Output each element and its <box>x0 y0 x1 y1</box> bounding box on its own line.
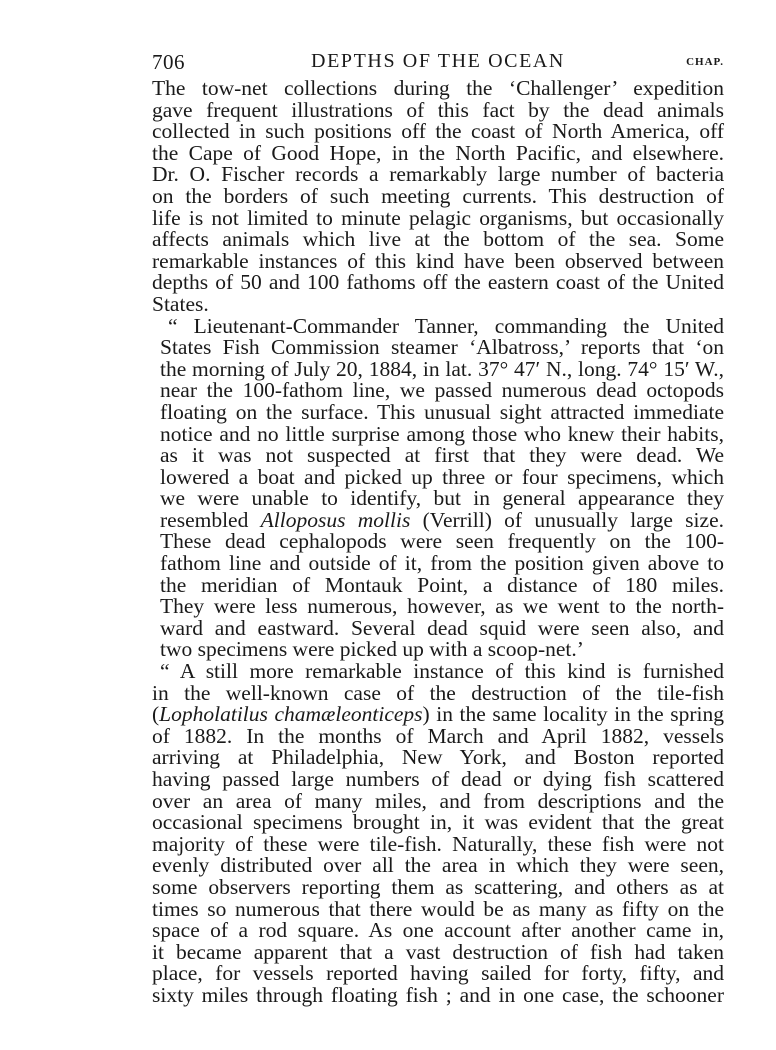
text-line-species-alloposus <box>152 507 724 532</box>
text-line: two specimens were picked up with a scoop-net.’ <box>160 637 584 662</box>
text-line: The tow-net collections during the ‘Challenger’ expedition <box>152 76 724 100</box>
text-fragment: ) in the same locality in the spring <box>422 702 724 727</box>
text-line: arriving at Philadelphia, New York, and Boston reported <box>152 745 724 770</box>
text-line: These dead cephalopods were seen frequently on the 100- <box>160 529 724 554</box>
text-line: majority of these were tile-fish. Naturally, these fish were not <box>152 831 724 856</box>
running-head <box>152 50 724 80</box>
text-fragment: resembled <box>160 507 261 532</box>
text-line: floating on the surface. This unusual sight attracted immediate <box>160 399 724 424</box>
text-line: “ A still more remarkable instance of this kind is furnished <box>160 659 724 684</box>
text-line: life is not limited to minute pelagic organisms, but occasionally <box>152 205 724 230</box>
text-line: remarkable instances of this kind have been observed between <box>152 248 724 273</box>
text-line: fathom line and outside of it, from the position given above to <box>160 551 724 576</box>
text-line: having passed large numbers of dead or dying fish scattered <box>152 767 724 791</box>
text-line-species-lopholatilus <box>152 704 724 726</box>
text-line: collected in such positions off the coast of North America, off <box>152 119 724 144</box>
body-text <box>152 78 724 1007</box>
text-line: as it was not suspected at first that they were dead. We <box>160 443 724 468</box>
running-title: DEPTHS OF THE OCEAN <box>311 50 565 72</box>
text-line: over an area of many miles, and from descriptions and the <box>152 788 724 813</box>
text-line: lowered a boat and picked up three or four specimens, which <box>160 464 724 489</box>
text-line: the meridian of Montauk Point, a distance of 180 miles. <box>160 572 724 597</box>
text-line: Dr. O. Fischer records a remarkably large number of bacteria <box>152 162 724 187</box>
text-line: States Fish Commission steamer ‘Albatross,’ reports that ‘on <box>160 335 724 360</box>
paragraph-1 <box>152 78 724 316</box>
text-line: They were less numerous, however, as we went to the north- <box>160 594 724 619</box>
text-line: notice and no little surprise among those who knew their habits, <box>160 421 724 446</box>
text-line: in the well-known case of the destruction of the tile-fish <box>152 680 724 705</box>
text-line: place, for vessels reported having sailed for forty, fifty, and <box>152 961 724 986</box>
text-line: depths of 50 and 100 fathoms off the eastern coast of the United <box>152 270 724 295</box>
text-fragment: (Verrill) of unusually large size. <box>410 507 724 532</box>
species-name-alloposus: Alloposus mollis <box>260 507 411 532</box>
text-line: some observers reporting them as scattering, and others as at <box>152 874 724 899</box>
text-line: occasional specimens brought in, it was evident that the great <box>152 810 724 835</box>
chapter-label: CHAP. <box>686 56 724 68</box>
paragraph-3 <box>152 661 724 1007</box>
page-number: 706 <box>152 50 185 74</box>
text-line: near the 100-fathom line, we passed numerous dead octopods <box>160 378 724 403</box>
text-line: ward and eastward. Several dead squid were seen also, and <box>160 615 724 640</box>
book-page <box>152 50 724 1007</box>
text-line: the Cape of Good Hope, in the North Pacific, and elsewhere. <box>152 140 724 165</box>
text-line: space of a rod square. As one account after another came in, <box>152 918 724 943</box>
text-line: affects animals which live at the bottom of the sea. Some <box>152 227 724 252</box>
text-line: the morning of July 20, 1884, in lat. 37° 47′ N., long. 74° 15′ W., <box>160 356 724 381</box>
paragraph-2 <box>152 313 724 662</box>
text-line: of 1882. In the months of March and April 1882, vessels <box>152 723 724 748</box>
text-fragment: ( <box>152 702 160 727</box>
text-line: on the borders of such meeting currents. This destruction of <box>152 183 724 208</box>
text-line: gave frequent illustrations of this fact by the dead animals <box>152 97 724 122</box>
text-line: States. <box>152 291 209 316</box>
text-line: “ Lieutenant-Commander Tanner, commanding the United <box>168 313 724 338</box>
text-line: sixty miles through floating fish ; and in one case, the schooner <box>152 982 724 1007</box>
text-line: it became apparent that a vast destruction of fish had taken <box>152 939 724 964</box>
text-line: evenly distributed over all the area in which they were seen, <box>152 853 724 878</box>
text-line: times so numerous that there would be as many as fifty on the <box>152 896 724 921</box>
species-name-lopholatilus: Lopholatilus chamæleonticeps <box>159 702 423 727</box>
text-line: we were unable to identify, but in general appearance they <box>160 486 724 511</box>
